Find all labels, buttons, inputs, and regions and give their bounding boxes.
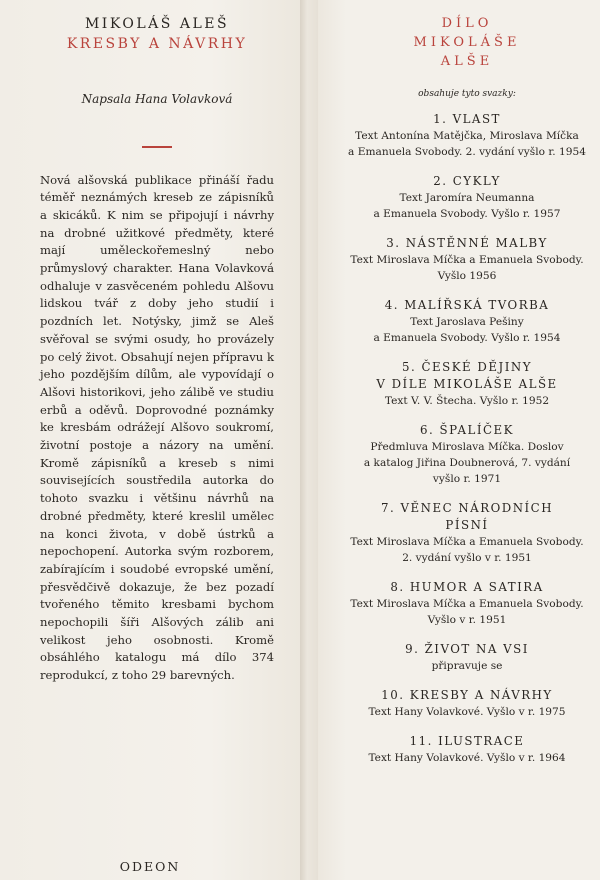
volume-description-line: Text Hany Volavkové. Vyšlo v r. 1975 bbox=[368, 706, 566, 718]
volume-description-line: Text Antonína Matějčka, Miroslava Míčka bbox=[355, 130, 579, 142]
byline: Napsala Hana Volavková bbox=[81, 92, 233, 106]
series-title bbox=[340, 14, 594, 71]
contents-note: obsahuje tyto svazky: bbox=[418, 89, 516, 99]
volume-title: 2. CYKLY bbox=[433, 174, 501, 188]
volume-title: 3. NÁSTĚNNÉ MALBY bbox=[386, 236, 548, 250]
book-author: MIKOLÁŠ ALEŠ bbox=[84, 16, 230, 32]
volume-description-line: a katalog Jiřina Doubnerová, 7. vydání bbox=[363, 457, 571, 469]
volume-title: 11. ILUSTRACE bbox=[409, 734, 525, 748]
volume-item bbox=[340, 641, 594, 674]
volume-item bbox=[340, 733, 594, 766]
volume-title: 8. HUMOR A SATIRA bbox=[390, 580, 544, 594]
publisher-name: ODEON bbox=[119, 859, 181, 874]
series-title-line: MIKOLÁŠE bbox=[413, 35, 521, 50]
volume-title: 5. ČESKÉ DĚJINY V DÍLE MIKOLÁŠE ALŠE bbox=[376, 360, 558, 391]
volume-title: 1. VLAST bbox=[433, 112, 501, 126]
volume-item bbox=[340, 173, 594, 222]
book-gutter bbox=[300, 0, 318, 880]
volume-description-line: Vyšlo v r. 1951 bbox=[427, 614, 507, 626]
volume-description-line: Vyšlo 1956 bbox=[437, 270, 497, 282]
volume-list bbox=[340, 111, 594, 766]
book-description: Nová alšovská publikace přináší řadu téměř neznámých kreseb ze zápisníků a skicáků. K nim se připojují i návrhy na drobné užitkové předměty, které mají uměleckořemeslný nebo průmyslový charakter. Hana Volavková odhaluje v zasvěceném pohledu Alšovu lidskou tvář z doby jeho studií i pozdních let. Notýsky, jimž se Aleš svěřoval se svými osudy, ho provázely po celý život. Obsahují nejen přípravu k jeho pozdějším dílům, ale vypovídají o Alšovi historikovi, jeho zálibě ve studiu erbů a oděvů. Doprovodné poznámky ke kresbám odrážejí Alšovo soukromí, životní postoje a názory na umění. Kromě zápisníků a kreseb s nimi souvisejících soustředila autorka do tohoto svazku i většinu návrhů na drobné předměty, které kreslil umělec na konci života, v době ústrků a nepochopení. Autorka svým rozborem, zabírajícím i soudobé evropské umění, přesvědčivě dokazuje, že bez pozadí tvořeného těmito kresbami bychom nepochopili šíři Alšových zálib ani velikost jeho osobnosti. Kromě obsáhlého katalogu má dílo 374 reprodukcí, z toho 29 barevných. bbox=[40, 172, 274, 683]
volume-description-line: Text V. V. Štecha. Vyšlo r. 1952 bbox=[384, 395, 550, 407]
volume-description-line: Text Miroslava Míčka a Emanuela Svobody. bbox=[350, 598, 584, 610]
volume-title: 7. VĚNEC NÁRODNÍCH PÍSNÍ bbox=[381, 501, 553, 532]
volume-description-line: Text Miroslava Míčka a Emanuela Svobody. bbox=[350, 536, 584, 548]
volume-item bbox=[340, 111, 594, 160]
volume-description-line: Předmluva Miroslava Míčka. Doslov bbox=[370, 441, 564, 453]
book-title: KRESBY A NÁVRHY bbox=[66, 36, 248, 52]
volume-description-line: 2. vydání vyšlo v r. 1951 bbox=[402, 552, 532, 564]
volume-item bbox=[340, 579, 594, 628]
volume-item bbox=[340, 500, 594, 566]
volume-description-line: Text Hany Volavkové. Vyšlo v r. 1964 bbox=[368, 752, 566, 764]
volume-title: 4. MALÍŘSKÁ TVORBA bbox=[384, 298, 550, 312]
volume-description-line: a Emanuela Svobody. Vyšlo r. 1954 bbox=[373, 332, 561, 344]
volume-title: 6. ŠPALÍČEK bbox=[420, 423, 514, 437]
volume-description-line: a Emanuela Svobody. Vyšlo r. 1957 bbox=[373, 208, 561, 220]
volume-item bbox=[340, 687, 594, 720]
series-title-line: DÍLO bbox=[441, 16, 493, 31]
volume-item bbox=[340, 359, 594, 409]
series-title-line: ALŠE bbox=[440, 54, 494, 69]
volume-description-line: připravuje se bbox=[431, 660, 503, 672]
volume-item bbox=[340, 297, 594, 346]
volume-item bbox=[340, 235, 594, 284]
volume-description-line: Text Jaromíra Neumanna bbox=[399, 192, 535, 204]
volume-description-line: vyšlo r. 1971 bbox=[432, 473, 502, 485]
red-divider bbox=[142, 146, 172, 148]
volume-description-line: Text Jaroslava Pešiny bbox=[410, 316, 524, 328]
volume-description-line: Text Miroslava Míčka a Emanuela Svobody. bbox=[350, 254, 584, 266]
volume-description-line: a Emanuela Svobody. 2. vydání vyšlo r. 1954 bbox=[348, 146, 586, 158]
volume-item bbox=[340, 422, 594, 487]
volume-title: 9. ŽIVOT NA VSI bbox=[405, 642, 529, 656]
volume-title: 10. KRESBY A NÁVRHY bbox=[381, 688, 553, 702]
right-page bbox=[318, 0, 600, 880]
